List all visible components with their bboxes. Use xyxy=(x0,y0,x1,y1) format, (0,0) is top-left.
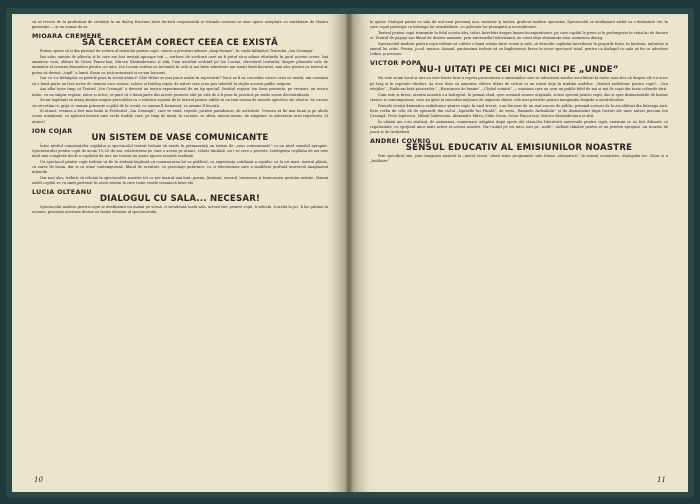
article-author: MIOARA CREMENE xyxy=(32,32,102,41)
page-number: 11 xyxy=(657,476,666,484)
article-paragraph: Dar ce s-a întâmplat cu piesele puse în scenă atunci? Câte titluri se mai joacă astăzi în repertoriu? Dacă ar fi să cercetăm corect ceea ce există, am constata că o bună parte au fost scrise de oameni care cunosc, iubesc și înțeleg copiii, de autori care și-au pus talentul în slujba acestui public exigent. xyxy=(32,76,328,86)
article-author: ANDREI COVRIG xyxy=(370,136,431,145)
article-paragraph: În ultimii ani s-au realizat, de asemenea, numeroase adaptări după opere ale clasicilor literaturii universale pentru copii, emisiuni ce au fost difuzate cu regularitate, cu sprijinul unor mari actori ai scenei noastre. Nu-i uitați pe cei mici, nici pe „unde”: radioul rămâne pentru ei un prieten apropiat, un tovarăș de joacă și de învățătură. xyxy=(370,119,668,134)
article-author: LUCIA OLTEANU xyxy=(32,188,92,197)
article-paragraph: Am aflat între timp că Teatrul „Ion Creangă” a devenit un teatru experimental de un tip special. Vestitul regizor Ion Savu prezenta, pe vremuri, un teatru intim, cu un singur regizor, autor și actor; se pare că o bună parte din aceste proiecte sînt pe cale de a fi puse în practică pe unele scene decentralizate. xyxy=(32,87,328,97)
article-paragraph: Primele creații dramatice radiofonice pentru copii, în anul trecut, s-au bucurat de un real succes de public, primind scrisori de la ascultători din întreaga țară. Este vorba de cele 24 de episoade din ciclul „Isprăvile lui Păcală”, de seria „Basmele Ardealului” și de dramatizări după lucrări ale unor autori precum Ion Creangă, Petre Ispirescu, Mihail Sadoveanu, Alexandru Mitru, Călin Gruia, Octav Pancu-Iași, Mircea Sântimbreanu și alții. xyxy=(370,103,668,118)
article-paragraph: Să-mi îngăduiți să atrag atenția asupra pericolului ca o estetică copiată de la teatrul pentru adulți să nu țină seama de nevoile specifice ale vârstei. Se cuvine să cercetăm cu grijă ce anume primește copilul de la scenă, ce anume îl formează, ce anume îl bucură. xyxy=(32,98,328,108)
left-page xyxy=(12,14,344,492)
article-paragraph: Dar mai ales, trebuie să reluăm în spectacolele noastre tot ce are teatrul mai bun: poezia, fantezia, umorul, tensiunea și frumusețea gestului artistic. Numai astfel copilul se va simți partener în acest sistem în care toate vasele comunică între ele. xyxy=(32,176,328,186)
article-paragraph: Teatrul pentru copii transmite în felul acesta idei, trăiri, întrebări despre lumea înconjurătoare, pe care copilul le preia și le prelungește în viața lui de fiecare zi. Teatrul de păpuși sau filmul de desene animate, prin intermediul televiziunii, au creat deja obișnuința unui asemenea dialog. xyxy=(370,30,668,41)
article-paragraph: Un spectacol pentru copii trebuie să fie în strânsă legătură cu comunicarea lui cu publicul, cu experiența cotidiană a copiilor, ca la cei mari: teatrul plăcut, cu surse de basm, dar și cu teme contemporane, filmul de aventuri, cu personaje puternice, ca și televiziunea care a modificat profund universul imaginației infantile. xyxy=(32,159,328,175)
article-headline: SĂ CERCETĂM CORECT CEEA CE EXISTĂ xyxy=(82,38,278,49)
article-paragraph: Prin specificul său, prin imaginea noastră la „micul ecran” oferă toate programele sale forma „dramatică”, în sensul scenaristic, dialogului lor. Chiar și o „întâlnire” xyxy=(370,154,668,164)
book-spread xyxy=(6,8,694,498)
article-headline: UN SISTEM DE VASE COMUNICANTE xyxy=(91,132,269,143)
article-author: VICTOR POPA xyxy=(370,59,422,68)
article-paragraph: Cum este și firesc, atenția noastră s-a îndreptat, în primul rând, spre scenarii sonore originale, scrise special pentru copii, dar și spre dramatizările de basme clasice și contemporane, care au găsit la microfon mijloace de expresie dintre cele mai potrivite pentru imaginația fragedă a ascultătorilor. xyxy=(370,92,668,102)
article-paragraph: Și atunci, vremea a fost mai bună la Festivalul „Ion Creangă”; care se vaită, repede, printre paradoxuri, de activitate. Vremea să fie mai bună și pe altele scene românești, cu ajutorul învierii unei vechi tradiții care, pe timp de iarnă, în vacanțe, se oferă, uneori mimic, de adaptare, la adevărata serii repertoriu. Și atunci? xyxy=(32,109,328,124)
article-paragraph: Putem spune că ți din punctul de vedere al teatrului pentru copii, cineva a prevăzut adesea „timp frumos”, în ciuda înființării Teatrului „Ion Creangă”. xyxy=(40,49,315,54)
article-paragraph: Nu este acum locul și nici nu este foarte bine a repeta prezentarea a emisiunilor care se adresează micilor ascultători la radio; mai ales că despre ele s-a scris pe larg și în repetate rânduri. Aș vrea doar să amintesc câteva titluri de cicluri ce au intrat deja în tradiția undelor: „Teatrul radiofonic pentru copii”, „Ora vitejilor”, „Radiorachetă pionierilor”, „Emisiunea de basme”, „Clubul voinicii” — emisiuni care au avut un public fidel de mii și mii de copii din toate colțurile țării. xyxy=(370,76,668,91)
article-headline: NU-I UITAȚI PE CEI MICI NICI PE „UNDE” xyxy=(419,65,619,76)
right-page xyxy=(354,14,688,492)
article-paragraph: în ajutor. Dialogul purtat cu sala dă rod unui personaj nou, incitator și incitat, graficul modern spectator. Spectacolul se desfășoară astfel ca o dezbatere vie, în care copiii participă cu întreaga lor sensibilitate, cu judecata lor proaspătă și necruțătoare. xyxy=(370,20,668,30)
article-paragraph: Îmi aduc aminte de plăcuta zi în care am fost invitați aproape toți — vorbesc de scriitorii care au fi putut să-și adune eforturile în jurul acestei scene. Îmi amintesc cum, alături de Octav Pancu-Iași, Mircea Sântimbreanu și alții, l-am ascultat vorbind pe Ion Lucian, directorul teatrului, despre planurile sale de animator al creației dramatice pentru cei mici. Ion Lucian vorbea cu lacrimile în ochi și noi între adevărate am simțit fiorii bucuriei, mai ales pentru ca teatrul ar putea să devină „copil” a lumii. Eram cu toții entuziaști și ne-am bucurat. xyxy=(32,55,328,75)
page-number: 10 xyxy=(34,476,43,484)
article-paragraph: Între nivelul cunoștințelor copilului și spectacolul teatral trebuie să existe în permanență un sistem de „vase comunicante” cu un nivel sensibil apropiat. Spectatorului pentru copii de acum 10–20 de ani, relativitatea pe care o aveau pe atunci, relativ limitată, nu i se cere o poveste. Inteligența copilului de azi este mult mai complexă decât a copilului de ieri, iar teatrul nu poate ignora această realitate. xyxy=(32,143,328,159)
article-headline: SENSUL EDUCATIV AL EMISIUNILOR NOASTRE xyxy=(405,142,633,153)
article-paragraph: Spectacolul modern pentru copii se desfășoară nu numai pe scenă, ci invadează toată sala, actorii trec printre copii, îi solicită, îi invită la joc, îi fac părtași la acțiune; prezența acestora devine ea însăși element al spectacolului. xyxy=(32,205,328,215)
intro-text: să se treacă de la profesiuni de credință la un dialog fructuos între factorii responsabili și virtualii creatori ai unor opere așteptate cu nerăbdare de tânăra generație — și nu numai de ea. xyxy=(32,20,328,30)
article-author: ION COJAR xyxy=(32,126,73,135)
article-paragraph: Spectacolul modern pentru copii trebuie să cultive o bună relație între scenă și sală, să dezvolte copilului încrederea în propriile forțe, în fantezia, inițiativa și simțul lui critic. Poezia, jocul, muzica, dansul, pantomima trebuie să se împletească firesc în acest spectacol total, pentru ca dialogul cu sala să fie cu adevărat rodnic și necesar. xyxy=(370,41,668,57)
article-headline: DIALOGUL CU SALA... NECESAR! xyxy=(99,194,261,205)
book-gutter xyxy=(344,14,354,492)
